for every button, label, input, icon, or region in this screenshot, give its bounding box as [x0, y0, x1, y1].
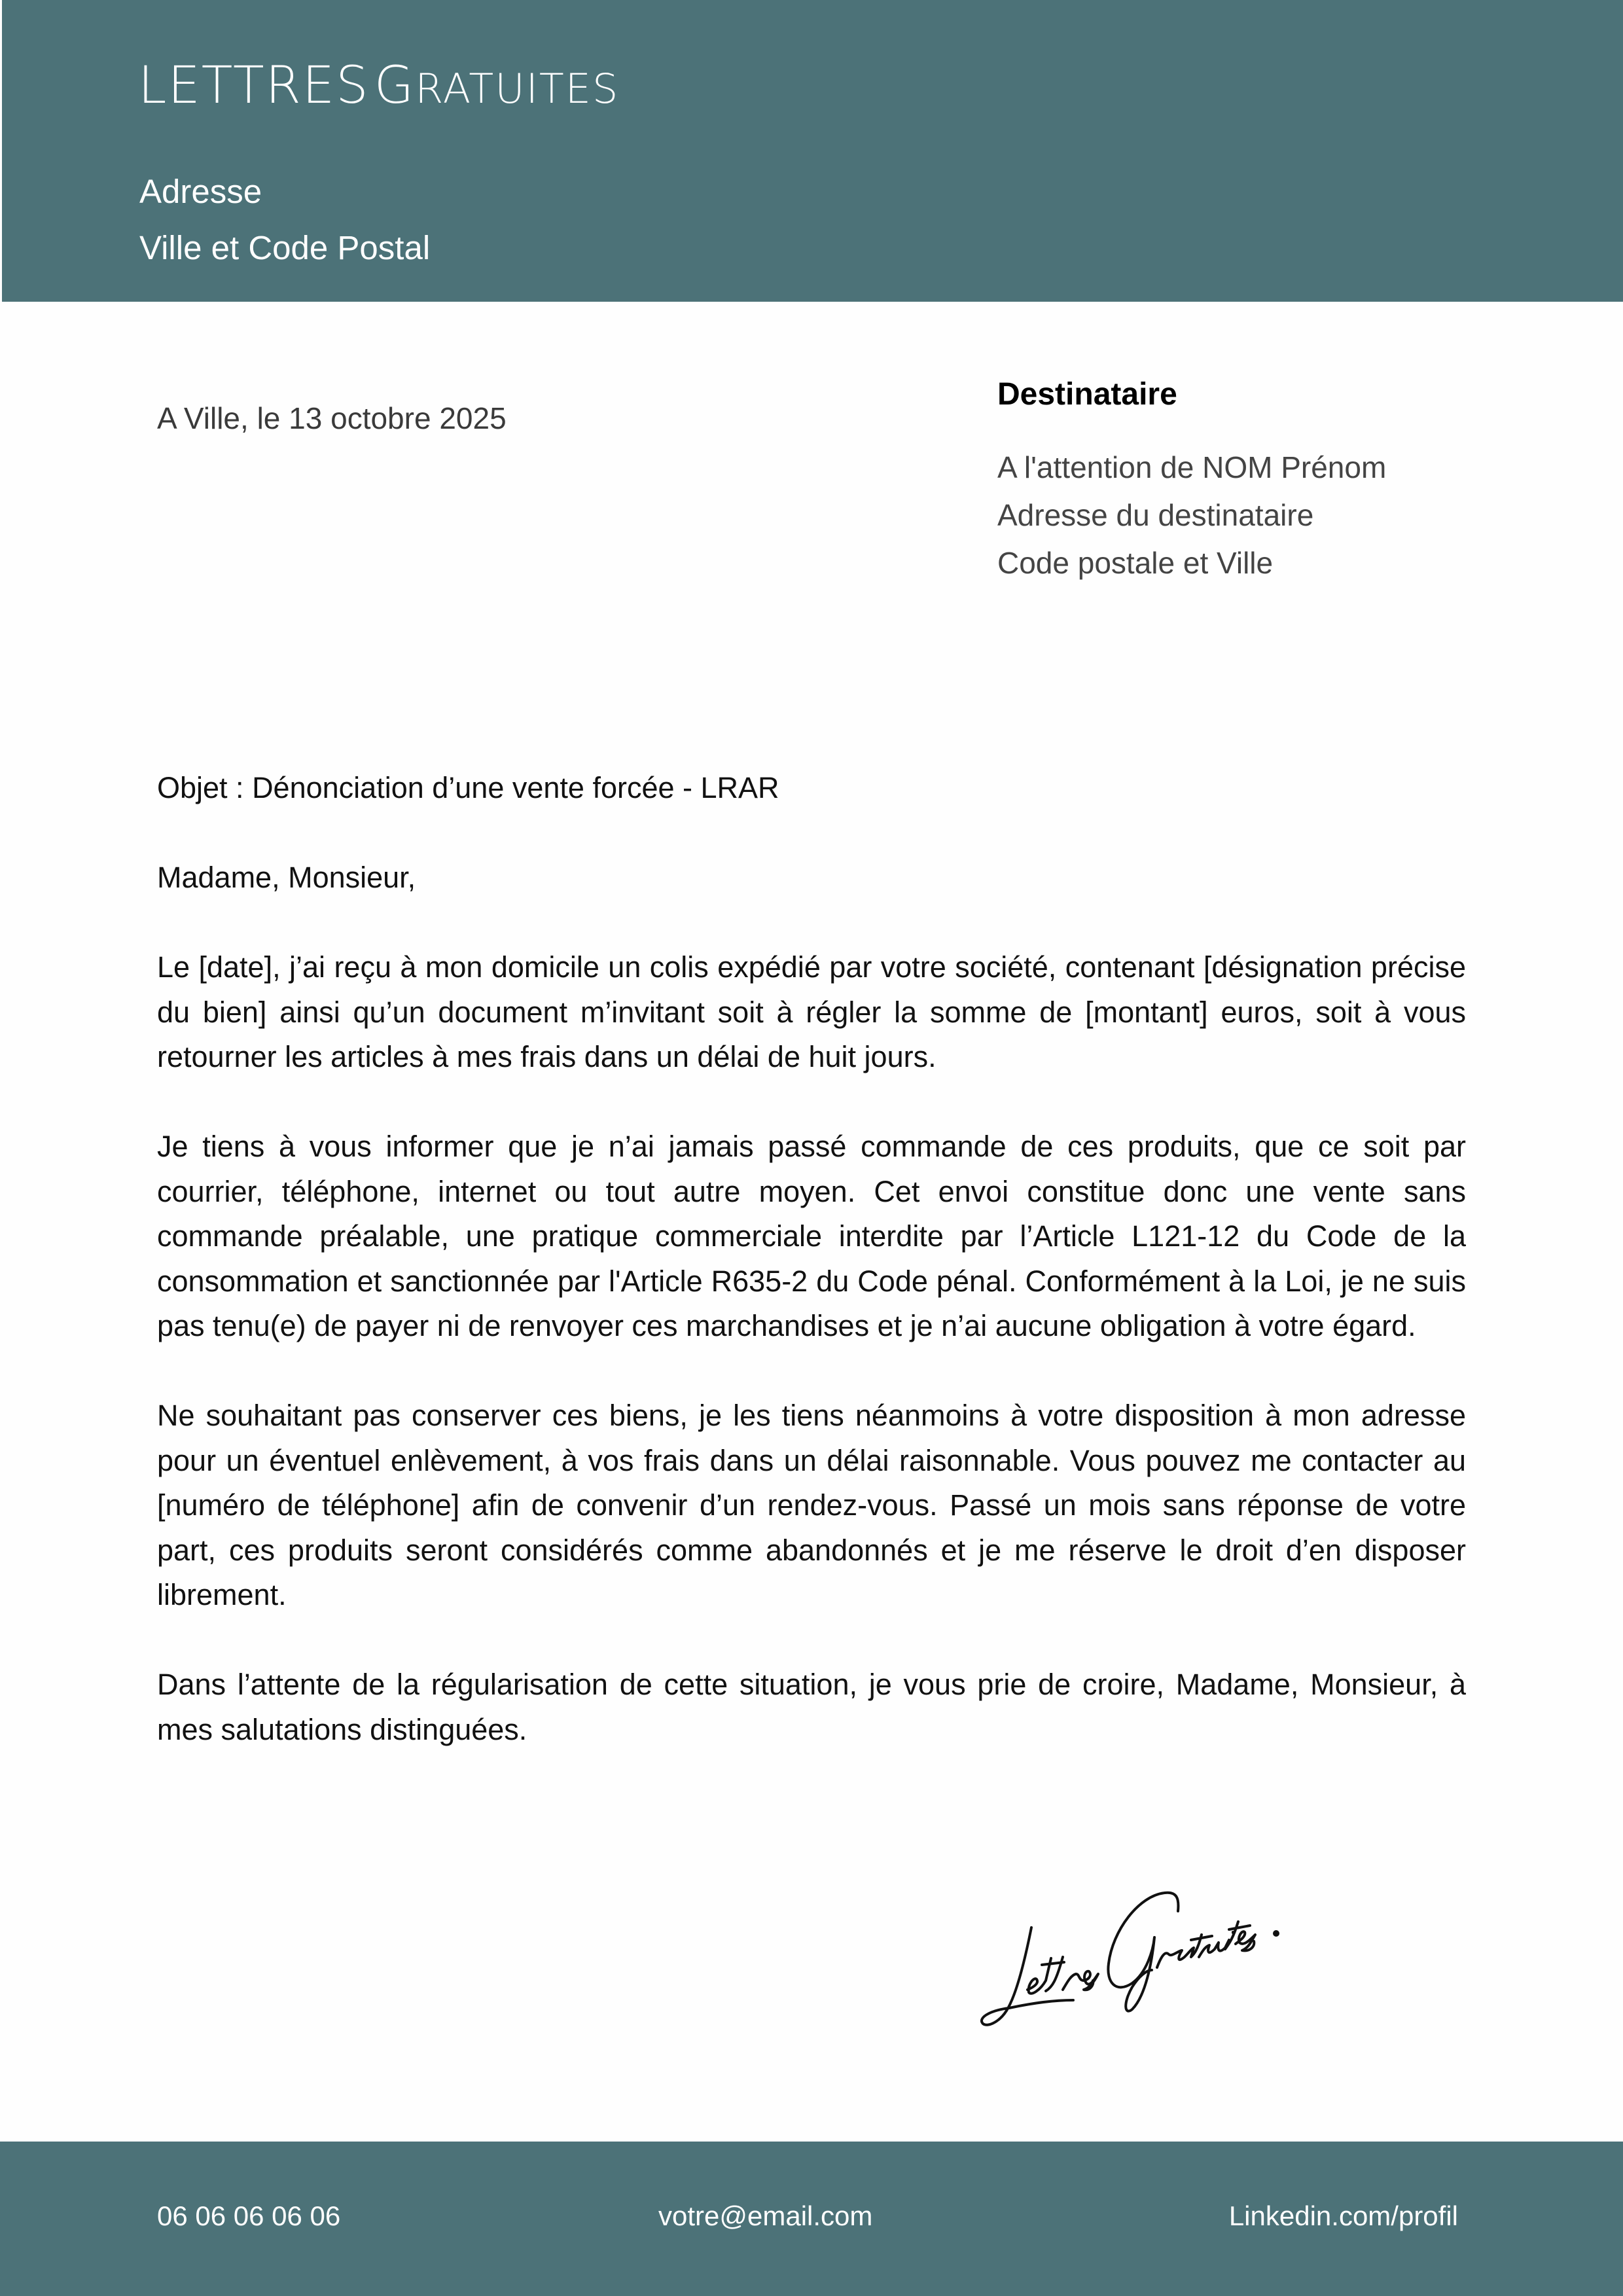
recipient-city-postal: Code postale et Ville: [997, 546, 1274, 580]
recipient-address: Adresse du destinataire: [997, 498, 1314, 532]
letter-body: [157, 766, 1466, 1797]
brand-first-word: LETTRES: [138, 56, 370, 115]
sender-city-postal: Ville et Code Postal: [139, 229, 431, 266]
signature-stroke-G: [1108, 1893, 1178, 2011]
brand-second-rest: RATUITES: [415, 65, 620, 113]
brand-name: [138, 56, 620, 115]
sender-address: Adresse: [139, 173, 262, 210]
footer-linkedin[interactable]: Linkedin.com/profil: [1228, 2200, 1458, 2231]
letter-paragraph: Le [date], j’ai reçu à mon domicile un colis expédié par votre société, contenant [désignation précise du bien] ainsi qu’un document m’invitant soit à régler la somme de [montant] euros, soit à vous retourner les articles à mes frais dans un délai de huit jours.: [157, 950, 1466, 1073]
date-line: A Ville, le 13 octobre 2025: [157, 401, 507, 435]
recipient-attention: A l'attention de NOM Prénom: [997, 450, 1387, 484]
footer-band: [0, 2142, 1623, 2296]
letter-paragraph: Je tiens à vous informer que je n’ai jamais passé commande de ces produits, que ce soit par courrier, téléphone, internet ou tout autre moyen. Cet envoi constitue donc une vente sans commande préalable, une pratique commerciale interdite par l’Article L121-12 du Code de la consommation et sanctionnée par l'Article R635-2 du Code pénal. Conformément à la Loi, je ne suis pas tenu(e) de payer ni de renvoyer ces marchandises et je n’ai aucune obligation à votre égard.: [157, 1130, 1466, 1342]
header-band: [2, 0, 1623, 302]
recipient-title: Destinataire: [997, 377, 1177, 412]
signature-stroke-ettres: [1027, 1957, 1098, 1994]
signature-stroke-ratuites: [1157, 1922, 1255, 1967]
letter-salutation: Madame, Monsieur,: [157, 861, 416, 894]
signature-dot: [1274, 1931, 1278, 1935]
letter-paragraph: Ne souhaitant pas conserver ces biens, je les tiens néanmoins à votre disposition à mon adresse pour un éventuel enlèvement, à vos frais dans un délai raisonnable. Vous pouvez me contacter au [numéro de téléphone] afin de convenir d’un rendez-vous. Passé un mois sans réponse de votre part, ces produits seront considérés comme abandonnés et je me réserve le droit d’en disposer librement.: [157, 1399, 1466, 1611]
sender-address-block: [139, 164, 430, 276]
letter-closing: Dans l’attente de la régularisation de cette situation, je vous prie de croire, Madame, Monsieur, à mes salutations distinguées.: [157, 1668, 1466, 1746]
brand-second-initial: G: [374, 56, 416, 115]
letter-subject: Objet : Dénonciation d’une vente forcée - LRAR: [157, 771, 779, 804]
recipient-block: [997, 376, 1386, 587]
signature-stroke-L: [982, 1928, 1073, 2025]
footer-phone: 06 06 06 06 06: [157, 2200, 341, 2231]
signature-image: [969, 1859, 1387, 2029]
footer-email[interactable]: votre@email.com: [658, 2200, 873, 2231]
